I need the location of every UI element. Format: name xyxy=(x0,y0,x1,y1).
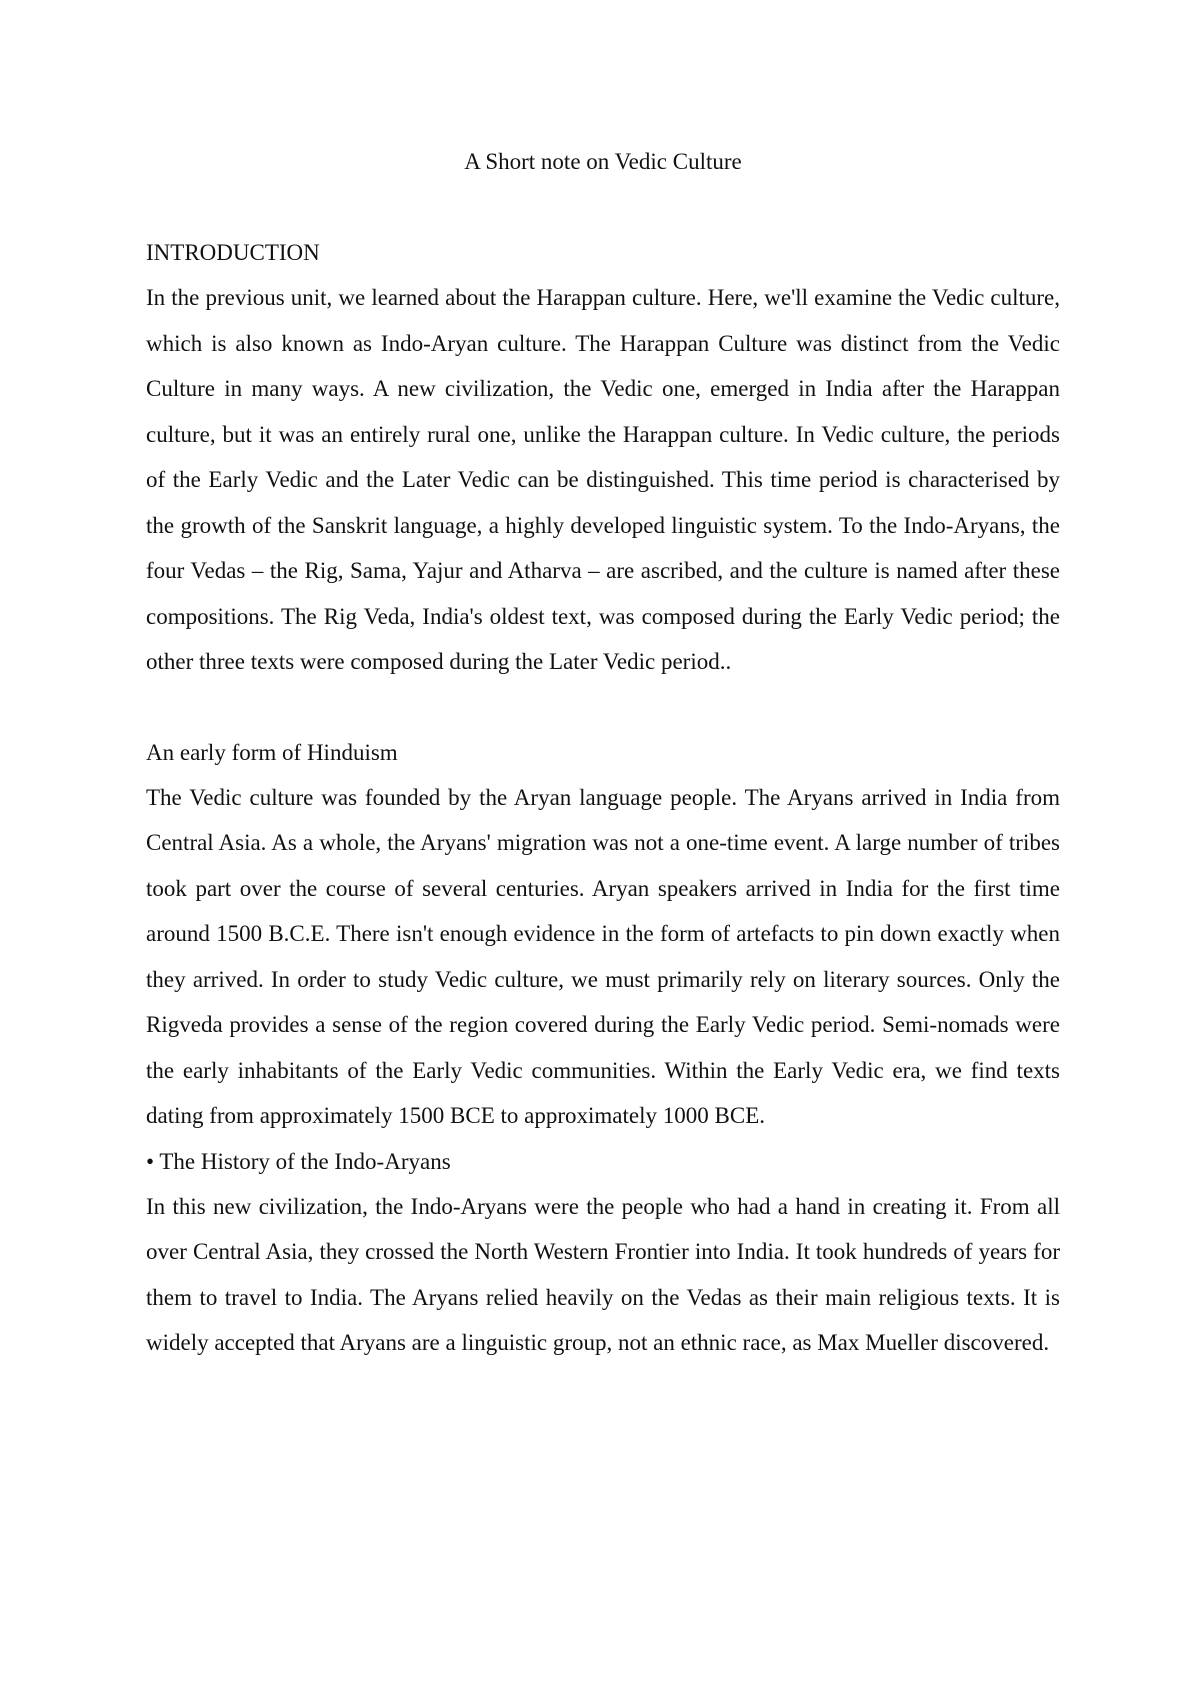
document-content xyxy=(146,139,1060,1366)
section-heading-early-hinduism: An early form of Hinduism xyxy=(146,739,398,765)
title-spacer xyxy=(146,185,1060,230)
document-title: A Short note on Vedic Culture xyxy=(464,149,742,174)
introduction-paragraph: In the previous unit, we learned about the Harappan culture. Here, we'll examine the Vedic culture, which is also known as Indo-Aryan culture. The Harappan Culture was distinct from the Vedic Culture in many ways. A new civilization, the Vedic one, emerged in India after the Harappan culture, but it was an entirely rural one, unlike the Harappan culture. In Vedic culture, the periods of the Early Vedic and the Later Vedic can be distinguished. This time period is characterised by the growth of the Sanskrit language, a highly developed linguistic system. To the Indo-Aryans, the four Vedas – the Rig, Sama, Yajur and Atharva – are ascribed, and the culture is named after these compositions. The Rig Veda, India's oldest text, was composed during the Early Vedic period; the other three texts were composed during the Later Vedic period.. xyxy=(146,285,1060,674)
section-spacer xyxy=(146,685,1060,730)
indo-aryans-paragraph: In this new civilization, the Indo-Aryans were the people who had a hand in creating it. From all over Central Asia, they crossed the North Western Frontier into India. It took hundreds of years for them to travel to India. The Aryans relied heavily on the Vedas as their main religious texts. It is widely accepted that Aryans are a linguistic group, not an ethnic race, as Max Mueller discovered. xyxy=(146,1193,1060,1355)
section-heading-introduction: INTRODUCTION xyxy=(146,240,320,265)
early-hinduism-paragraph: The Vedic culture was founded by the Aryan language people. The Aryans arrived in India from Central Asia. As a whole, the Aryans' migration was not a one-time event. A large number of tribes took part over the course of several centuries. Aryan speakers arrived in India for the first time around 1500 B.C.E. There isn't enough evidence in the form of artefacts to pin down exactly when they arrived. In order to study Vedic culture, we must primarily rely on literary sources. Only the Rigveda provides a sense of the region covered during the Early Vedic period. Semi-nomads were the early inhabitants of the Early Vedic communities. Within the Early Vedic era, we find texts dating from approximately 1500 BCE to approximately 1000 BCE. xyxy=(146,784,1060,1128)
bullet-history-indo-aryans: • The History of the Indo-Aryans xyxy=(146,1148,451,1174)
